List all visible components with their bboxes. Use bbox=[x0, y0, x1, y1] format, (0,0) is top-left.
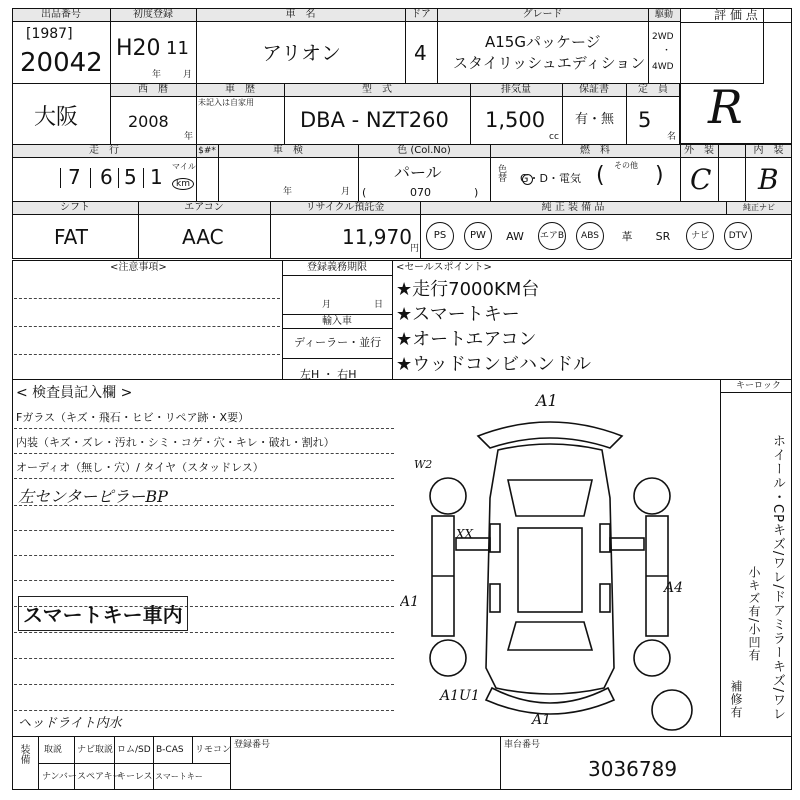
car-name: アリオン bbox=[262, 41, 341, 65]
right-note-2: 小キズ有/小凹有 bbox=[747, 566, 761, 663]
region-value: 大阪 bbox=[34, 105, 79, 130]
interior-value: B bbox=[758, 163, 779, 196]
mileage-unit-km: km bbox=[172, 178, 194, 190]
exterior-value: C bbox=[690, 163, 712, 196]
footer-item-bcas: B-CAS bbox=[156, 745, 184, 755]
reg-number-label: 登録番号 bbox=[234, 740, 271, 750]
equip-leather: 革 bbox=[621, 230, 633, 243]
mark-right-door: A4 bbox=[664, 580, 684, 596]
hand-note-smartkey: スマートキー車内 bbox=[18, 596, 188, 631]
right-note-1: ホイール・CPキズ/ワレ/ドアミラーキズ/ワレ bbox=[770, 434, 785, 722]
rating-label: 評 価 点 bbox=[714, 8, 758, 22]
lot-sub: [1987] bbox=[26, 26, 73, 42]
ac-value: AAC bbox=[182, 225, 224, 249]
recycle-value: 11,970 bbox=[342, 225, 412, 249]
grade-line2: スタイリッシュエディション bbox=[453, 54, 646, 72]
door-label: ドア bbox=[411, 9, 431, 20]
capacity-unit: 名 bbox=[667, 132, 677, 142]
keylock-label: キーロック bbox=[736, 381, 781, 391]
warranty-value: 有・無 bbox=[575, 112, 615, 127]
history-label: 車 歴 bbox=[225, 84, 255, 95]
equipment-label: 純 正 装 備 品 bbox=[541, 202, 605, 213]
recycle-label: リサイクル預託金 bbox=[305, 202, 385, 213]
exterior-label: 外 装 bbox=[684, 145, 714, 156]
sales-point-2: ★スマートキー bbox=[396, 304, 520, 325]
first-reg-era: H20 bbox=[116, 36, 161, 61]
equip-navi: ナビ bbox=[686, 222, 714, 250]
drive-4wd: 4WD bbox=[652, 62, 674, 72]
history-note: 未記入は自家用 bbox=[198, 98, 254, 107]
footer-item-navi-manual: ナビ取説 bbox=[77, 745, 114, 755]
mark-rear: A1 bbox=[532, 712, 552, 728]
first-reg-month: 11 bbox=[166, 38, 189, 59]
footer-item-rom: ロム/SD bbox=[117, 745, 151, 755]
dollar-label: $#* bbox=[198, 146, 216, 156]
grade-label: グレード bbox=[522, 9, 563, 20]
shift-value: FAT bbox=[54, 225, 89, 249]
year-unit: 年 bbox=[184, 132, 194, 142]
grade-line1: A15Gパッケージ bbox=[485, 33, 601, 51]
first-reg-month-unit: 月 bbox=[183, 70, 193, 80]
capacity-label: 定 員 bbox=[638, 84, 668, 95]
sales-point-4: ★ウッドコンビハンドル bbox=[396, 354, 592, 375]
interior-line: 内装（キズ・ズレ・汚れ・シミ・コゲ・穴・キレ・破れ・割れ） bbox=[16, 436, 335, 449]
sales-point-1: ★走行7000KM台 bbox=[396, 279, 540, 300]
inspection-title: < 検査員記入欄 > bbox=[16, 385, 133, 401]
mileage-digit-3: 5 bbox=[124, 165, 137, 189]
footer-item-plate: ナンバー bbox=[42, 772, 77, 782]
equip-pw: PW bbox=[464, 222, 492, 250]
auction-sheet: 出品番号 初度登録 車 名 ドア グレード 駆動 評 価 点 [1987] 20042 H20 11 年 月 アリオン 4 A15Gパッケージ スタイリッシュエディション 2WD ・ 4WD R 大阪 西 暦 2008 年 車 歴 未記入は自家用 型 式 DBA - NZT260 排気量 1,500 cc 保証書 有・無 定 員 5 名 走 行 7 6 5 1 マイル km $#* 車 検 年 月 色 (Col.No) パール ( 070 ) 色替 燃 料 G・D・電気 その他 ( ) 外 装 C 内 装 B シフト FAT エアコン AAC リサイクル預託金 11,970 円 純 正 装 備 品 純正ナビ PS PW AW エアB ABS 革 SR ナビ DTV <注意事項> 登録義務期限 月 日 輸入車 ディーラー・並行 左H ・ 右H <セールスポイント> ★走行7000KM台 ★スマートキー ★オートエアコン ★ウッドコンビハンドル < 検査員記入欄 > Fガラス（キズ・飛石・ヒビ・リペア跡・X要） 内装（キズ・ズレ・汚れ・シミ・コゲ・穴・キレ・破れ・割れ） オーディオ（無し・穴）/ タイヤ（スタッドレス） 左センターピラーBP スマートキー車内 ヘッドライト内水 A1 W2 XX A1 A4 A1U1 A1 キーロック ホイール・CPキズ/ワレ/ドアミラーキズ/ワレ 小キズ有/小凹有 補修有 装備 取説 ナビ取説 ロム/SD B-CAS リモコン ナンバー スペアキー キーレス スマートキー 登録番号 車台番号 3036789 bbox=[0, 0, 800, 800]
footer-item-manual: 取説 bbox=[44, 745, 63, 755]
footer-item-keyless: キーレス bbox=[117, 772, 153, 782]
displacement-label: 排気量 bbox=[501, 84, 531, 95]
first-reg-year-unit: 年 bbox=[152, 70, 162, 80]
sales-label: <セールスポイント> bbox=[396, 262, 492, 273]
drive-2wd: 2WD bbox=[652, 32, 674, 42]
lot-number: 20042 bbox=[20, 48, 103, 78]
fuel-value: G・D・電気 bbox=[520, 172, 581, 185]
lot-label: 出品番号 bbox=[41, 9, 81, 20]
car-damage-diagram bbox=[400, 388, 700, 733]
year-value: 2008 bbox=[128, 112, 169, 131]
caution-label: <注意事項> bbox=[110, 262, 167, 273]
mark-fender: W2 bbox=[414, 458, 433, 471]
color-change: 色替 bbox=[496, 164, 506, 182]
reg-expire-label: 登録義務期限 bbox=[307, 262, 367, 273]
displacement-value: 1,500 bbox=[485, 108, 546, 132]
import-label: 輸入車 bbox=[322, 316, 352, 327]
inspection-month: 月 bbox=[341, 187, 351, 197]
equip-airbag: エアB bbox=[538, 222, 566, 250]
model-label: 型 式 bbox=[362, 84, 392, 95]
mark-pillar: XX bbox=[456, 527, 474, 541]
interior-label: 内 装 bbox=[753, 145, 784, 156]
fuel-other: その他 bbox=[614, 161, 638, 170]
inspection-year: 年 bbox=[283, 187, 293, 197]
shift-label: シフト bbox=[60, 202, 90, 213]
warranty-label: 保証書 bbox=[579, 84, 609, 95]
reg-day: 日 bbox=[374, 300, 384, 310]
mark-rear-left: A1U1 bbox=[440, 688, 480, 704]
mark-left-door: A1 bbox=[400, 594, 420, 610]
reg-month: 月 bbox=[322, 300, 332, 310]
ac-label: エアコン bbox=[184, 202, 224, 213]
equip-dtv: DTV bbox=[724, 222, 752, 250]
inspection-label: 車 検 bbox=[273, 145, 303, 156]
mileage-unit-mile: マイル bbox=[172, 162, 196, 171]
mileage-digit-1: 7 bbox=[68, 165, 81, 189]
footer-item-spare-key: スペアキー bbox=[77, 772, 122, 782]
mileage-label: 走 行 bbox=[89, 145, 119, 156]
equip-sr: SR bbox=[655, 229, 671, 243]
color-value: パール bbox=[394, 163, 442, 182]
model-value: DBA - NZT260 bbox=[300, 108, 449, 132]
color-code: 070 bbox=[410, 186, 431, 199]
sales-point-3: ★オートエアコン bbox=[396, 329, 537, 350]
glass-line: Fガラス（キズ・飛石・ヒビ・リペア跡・X要） bbox=[16, 411, 250, 424]
steering: 左H ・ 右H bbox=[300, 368, 357, 381]
displacement-unit: cc bbox=[549, 132, 559, 142]
mileage-digit-4: 1 bbox=[150, 165, 163, 189]
hand-note-pillar: 左センターピラーBP bbox=[18, 487, 168, 506]
footer-item-smartkey: スマートキー bbox=[155, 772, 203, 781]
year-label: 西 暦 bbox=[138, 84, 168, 95]
equipment-list bbox=[426, 222, 752, 250]
mark-front: A1 bbox=[536, 391, 558, 410]
equip-abs: ABS bbox=[576, 222, 604, 250]
mileage-digit-2: 6 bbox=[100, 165, 113, 189]
first-reg-label: 初度登録 bbox=[133, 9, 173, 20]
car-name-label: 車 名 bbox=[285, 9, 316, 20]
drive-label: 駆動 bbox=[654, 10, 673, 20]
footer-label-col: 装備 bbox=[18, 744, 29, 764]
footer-item-remote: リモコン bbox=[195, 745, 232, 755]
fuel-label: 燃 料 bbox=[580, 145, 610, 156]
capacity-value: 5 bbox=[638, 108, 652, 132]
rating-value: R bbox=[708, 80, 743, 134]
frame-number: 3036789 bbox=[588, 757, 678, 781]
hand-note-headlight: ヘッドライト内水 bbox=[18, 716, 122, 731]
color-label: 色 (Col.No) bbox=[397, 145, 451, 156]
equip-ps: PS bbox=[426, 222, 454, 250]
equip-aw: AW bbox=[506, 229, 524, 243]
right-note-3: 補修有 bbox=[729, 680, 743, 719]
nav-label: 純正ナビ bbox=[743, 203, 775, 212]
audio-line: オーディオ（無し・穴）/ タイヤ（スタッドレス） bbox=[16, 461, 264, 474]
import-type: ディーラー・並行 bbox=[294, 336, 382, 349]
recycle-unit: 円 bbox=[410, 244, 420, 254]
frame-label: 車台番号 bbox=[504, 740, 541, 750]
door-count: 4 bbox=[414, 41, 427, 65]
